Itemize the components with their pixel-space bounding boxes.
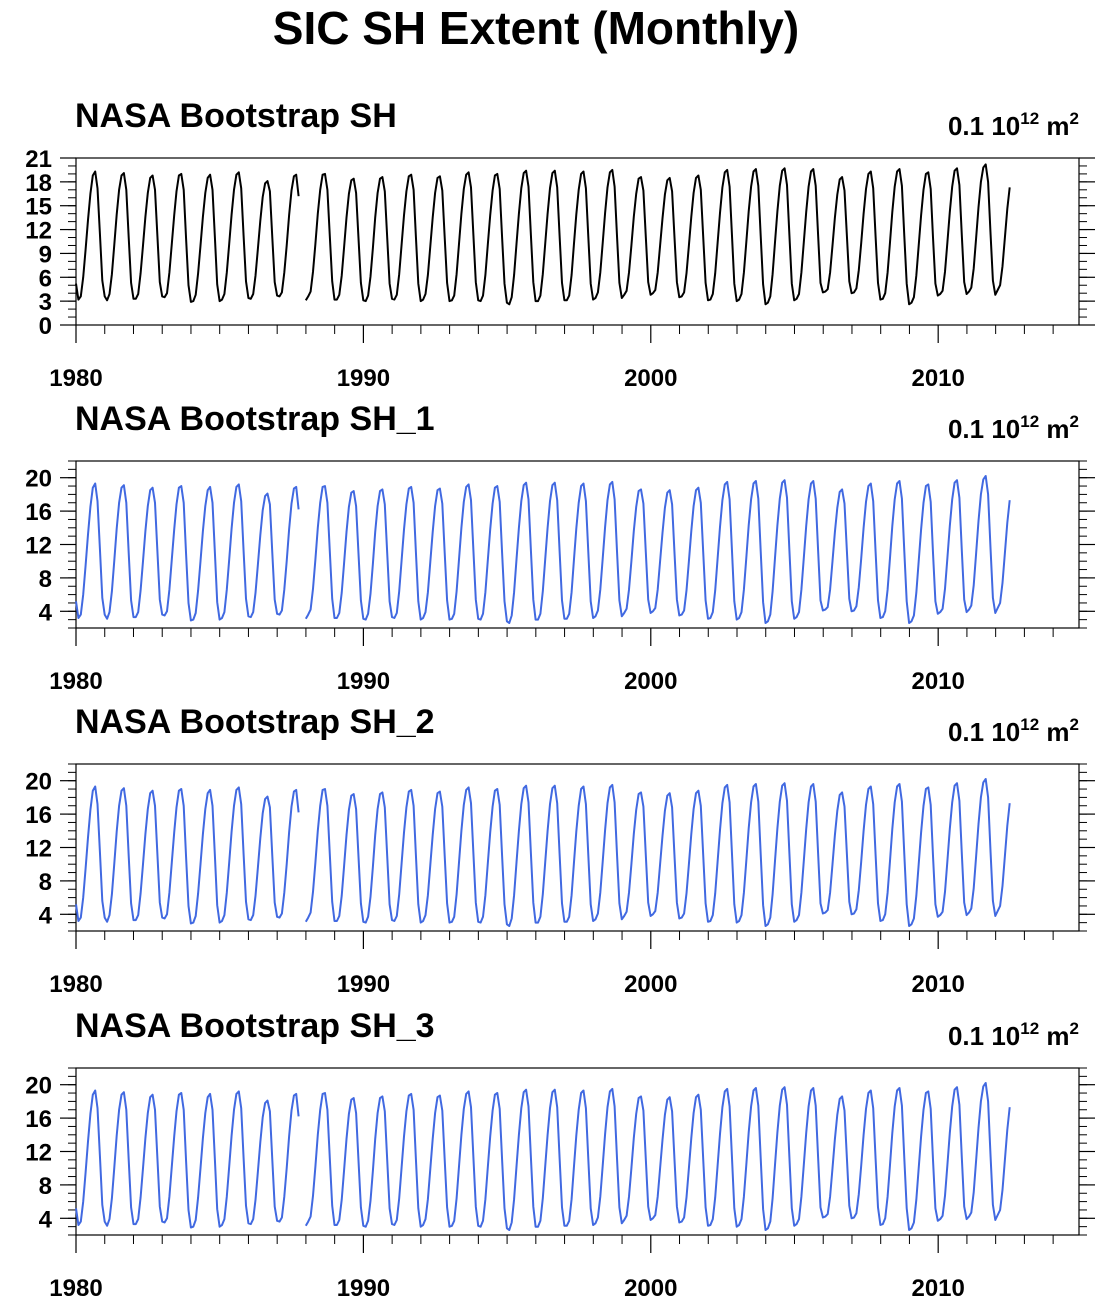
panel-2 <box>25 400 1095 695</box>
x-tick-label: 2010 <box>911 971 965 998</box>
y-tick-label: 15 <box>25 193 52 221</box>
y-tick-label: 20 <box>25 1072 52 1100</box>
plot-frame <box>76 158 1079 325</box>
panel-title: NASA Bootstrap SH_2 <box>75 703 435 741</box>
y-tick-label: 20 <box>25 465 52 493</box>
panel-title: NASA Bootstrap SH <box>75 97 397 135</box>
x-tick-label: 2010 <box>911 668 965 695</box>
y-tick-label: 6 <box>38 265 52 293</box>
y-tick-label: 21 <box>25 146 52 173</box>
units-label: 0.1 $10^{12}$ $m^2$ <box>947 1019 1079 1051</box>
x-tick-label: 1980 <box>49 1275 103 1302</box>
y-tick-label: 4 <box>38 1206 52 1234</box>
series-line <box>76 164 1010 304</box>
y-tick-label: 8 <box>38 868 52 896</box>
y-tick-label: 9 <box>38 241 52 269</box>
x-tick-label: 2010 <box>911 365 965 392</box>
x-tick-label: 1990 <box>336 365 391 392</box>
y-tick-label: 3 <box>38 289 52 317</box>
y-tick-label: 20 <box>25 768 52 796</box>
x-tick-label: 2000 <box>624 971 678 998</box>
x-tick-label: 1980 <box>49 365 103 392</box>
x-tick-label: 1990 <box>336 668 391 695</box>
y-tick-label: 4 <box>38 599 52 627</box>
y-tick-label: 8 <box>38 1172 52 1200</box>
y-tick-label: 16 <box>25 802 52 830</box>
units-label: 0.1 $10^{12}$ $m^2$ <box>947 412 1079 444</box>
x-tick-label: 2000 <box>624 1275 678 1302</box>
y-tick-label: 16 <box>25 1106 52 1134</box>
panel-title: NASA Bootstrap SH_1 <box>75 400 435 438</box>
x-tick-label: 2010 <box>911 1275 965 1302</box>
y-tick-label: 12 <box>25 532 52 560</box>
series-line <box>76 779 1010 926</box>
x-tick-label: 1990 <box>336 971 391 998</box>
panel-1 <box>25 97 1095 392</box>
x-tick-label: 2000 <box>624 668 678 695</box>
panel-4 <box>25 1007 1095 1302</box>
units-label: 0.1 $10^{12}$ $m^2$ <box>947 715 1079 747</box>
x-tick-label: 2000 <box>624 365 678 392</box>
panel-title: NASA Bootstrap SH_3 <box>75 1007 435 1045</box>
series-line <box>76 1083 1010 1230</box>
y-tick-label: 8 <box>38 565 52 593</box>
units-label: 0.1 $10^{12}$ $m^2$ <box>947 109 1079 141</box>
series-line <box>76 476 1010 623</box>
y-tick-label: 12 <box>25 217 52 245</box>
y-tick-label: 12 <box>25 835 52 863</box>
x-tick-label: 1980 <box>49 668 103 695</box>
panel-3 <box>25 703 1095 998</box>
y-tick-label: 4 <box>38 902 52 930</box>
y-tick-label: 12 <box>25 1139 52 1167</box>
y-tick-label: 16 <box>25 499 52 527</box>
x-tick-label: 1980 <box>49 971 103 998</box>
x-tick-label: 1990 <box>336 1275 391 1302</box>
y-tick-label: 18 <box>25 169 52 197</box>
figure-title: SIC SH Extent (Monthly) <box>272 2 800 54</box>
y-tick-label: 0 <box>38 313 52 340</box>
